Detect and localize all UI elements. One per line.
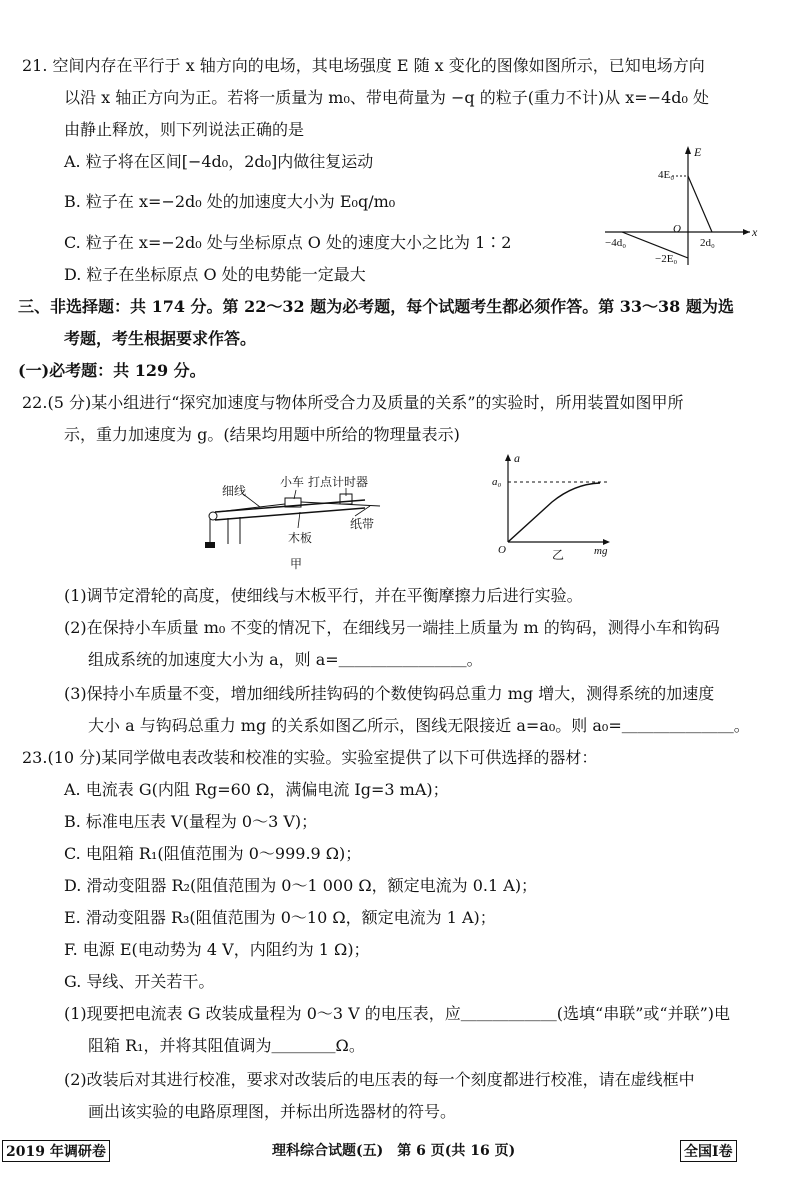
q22-part-3-line-2: 大小 a 与钩码总重力 mg 的关系如图乙所示，图线无限接近 a=a₀。则 a₀=＿＿＿＿＿＿＿。 — [88, 716, 750, 735]
graph-a-label: a — [514, 451, 520, 465]
label-board: 木板 — [288, 531, 313, 545]
q22-part-1: (1)调节定滑轮的高度，使细线与木板平行，并在平衡摩擦力后进行实验。 — [64, 586, 583, 605]
label-cart: 小车 — [280, 475, 305, 489]
graph-e-label: E — [694, 145, 702, 159]
q22-part-3-line-1: (3)保持小车质量不变，增加细线所挂钩码的个数使钩码总重力 mg 增大，测得系统的加速度 — [64, 684, 715, 703]
graph-trough-label: −2E₀ — [655, 253, 678, 265]
graph-right-end-label: 2d₀ — [700, 237, 715, 249]
graph-origin-label: O — [673, 223, 681, 235]
caption-yi: 乙 — [552, 548, 565, 562]
graph-peak-label: 4E₀ — [658, 169, 675, 181]
q21-option-b: B. 粒子在 x=−2d₀ 处的加速度大小为 E₀q/m₀ — [64, 192, 396, 211]
q23-item-f: F. 电源 E(电动势为 4 V，内阻约为 1 Ω)； — [64, 940, 370, 959]
q23-item-c: C. 电阻箱 R₁(阻值范围为 0～999.9 Ω)； — [64, 844, 362, 863]
graph-x-label: x — [752, 225, 758, 239]
q23-part-2-line-1: (2)改装后对其进行校准，要求对改装后的电压表的每一个刻度都进行校准，请在虚线框中 — [64, 1070, 695, 1089]
section3-heading-line-1: 三、非选择题：共 174 分。第 22～32 题为必考题，每个试题考生都必须作答。第 33～38 题为选 — [18, 297, 734, 316]
footer-page-label: 理科综合试题(五) 第 6 页(共 16 页) — [272, 1143, 516, 1159]
label-timer: 打点计时器 — [308, 475, 369, 489]
q21-option-d: D. 粒子在坐标原点 O 处的电势能一定最大 — [64, 265, 366, 284]
q21-option-c: C. 粒子在 x=−2d₀ 处与坐标原点 O 处的速度大小之比为 1∶2 — [64, 233, 512, 252]
caption-jia: 甲 — [290, 557, 303, 571]
section3-subheading: (一)必考题：共 129 分。 — [18, 361, 206, 380]
q21-stem-line-1: 21. 空间内存在平行于 x 轴方向的电场，其电场强度 E 随 x 变化的图像如图所示，已知电场方向 — [22, 56, 705, 75]
q23-item-e: E. 滑动变阻器 R₃(阻值范围为 0～10 Ω，额定电流为 1 A)； — [64, 908, 496, 927]
graph-left-end-label: −4d₀ — [605, 237, 627, 249]
graph-b-origin-label: O — [498, 544, 506, 556]
q22-part-2-line-2: 组成系统的加速度大小为 a，则 a=＿＿＿＿＿＿＿＿。 — [88, 650, 483, 669]
q21-stem-line-2: 以沿 x 轴正方向为正。若将一质量为 m₀、带电荷量为 −q 的粒子(重力不计)从 x=−4d₀ 处 — [64, 88, 710, 107]
label-string: 细线 — [222, 484, 247, 498]
q21-e-x-graph — [600, 140, 760, 270]
q23-part-1-line-1: (1)现要把电流表 G 改装成量程为 0～3 V 的电压表，应＿＿＿＿＿＿(选填“串联”或“并联”)电 — [64, 1004, 730, 1023]
footer-left-label: 2019 年调研卷 — [2, 1140, 110, 1162]
footer-right-label: 全国Ⅰ卷 — [680, 1140, 737, 1162]
q23-item-b: B. 标准电压表 V(量程为 0～3 V)； — [64, 812, 318, 831]
q21-option-a: A. 粒子将在区间[−4d₀，2d₀]内做往复运动 — [64, 152, 374, 171]
section3-heading-line-2: 考题，考生根据要求作答。 — [64, 329, 257, 348]
q23-stem: 23.(10 分)某同学做电表改装和校准的实验。实验室提供了以下可供选择的器材： — [22, 748, 598, 767]
label-tape: 纸带 — [350, 517, 375, 531]
q23-item-g: G. 导线、开关若干。 — [64, 972, 215, 991]
q22-stem-line-2: 示，重力加速度为 g。(结果均用题中所给的物理量表示) — [64, 425, 460, 444]
q21-stem-line-3: 由静止释放，则下列说法正确的是 — [64, 120, 305, 139]
q23-item-d: D. 滑动变阻器 R₂(阻值范围为 0～1 000 Ω，额定电流为 0.1 A)； — [64, 876, 538, 895]
q22-part-2-line-1: (2)在保持小车质量 m₀ 不变的情况下，在细线另一端挂上质量为 m 的钩码，测得小车和钩码 — [64, 618, 720, 637]
q23-part-1-line-2: 阻箱 R₁，并将其阻值调为＿＿＿＿Ω。 — [88, 1036, 365, 1055]
graph-a0-label: a₀ — [492, 476, 502, 488]
q22-a-mg-graph — [490, 450, 620, 565]
q22-apparatus-figure — [200, 470, 400, 575]
graph-mg-label: mg — [594, 545, 608, 557]
q22-stem-line-1: 22.(5 分)某小组进行“探究加速度与物体所受合力及质量的关系”的实验时，所用装置如图甲所 — [22, 393, 684, 412]
q23-part-2-line-2: 画出该实验的电路原理图，并标出所选器材的符号。 — [88, 1102, 457, 1121]
q23-item-a: A. 电流表 G(内阻 Rg=60 Ω，满偏电流 Ig=3 mA)； — [64, 780, 449, 799]
